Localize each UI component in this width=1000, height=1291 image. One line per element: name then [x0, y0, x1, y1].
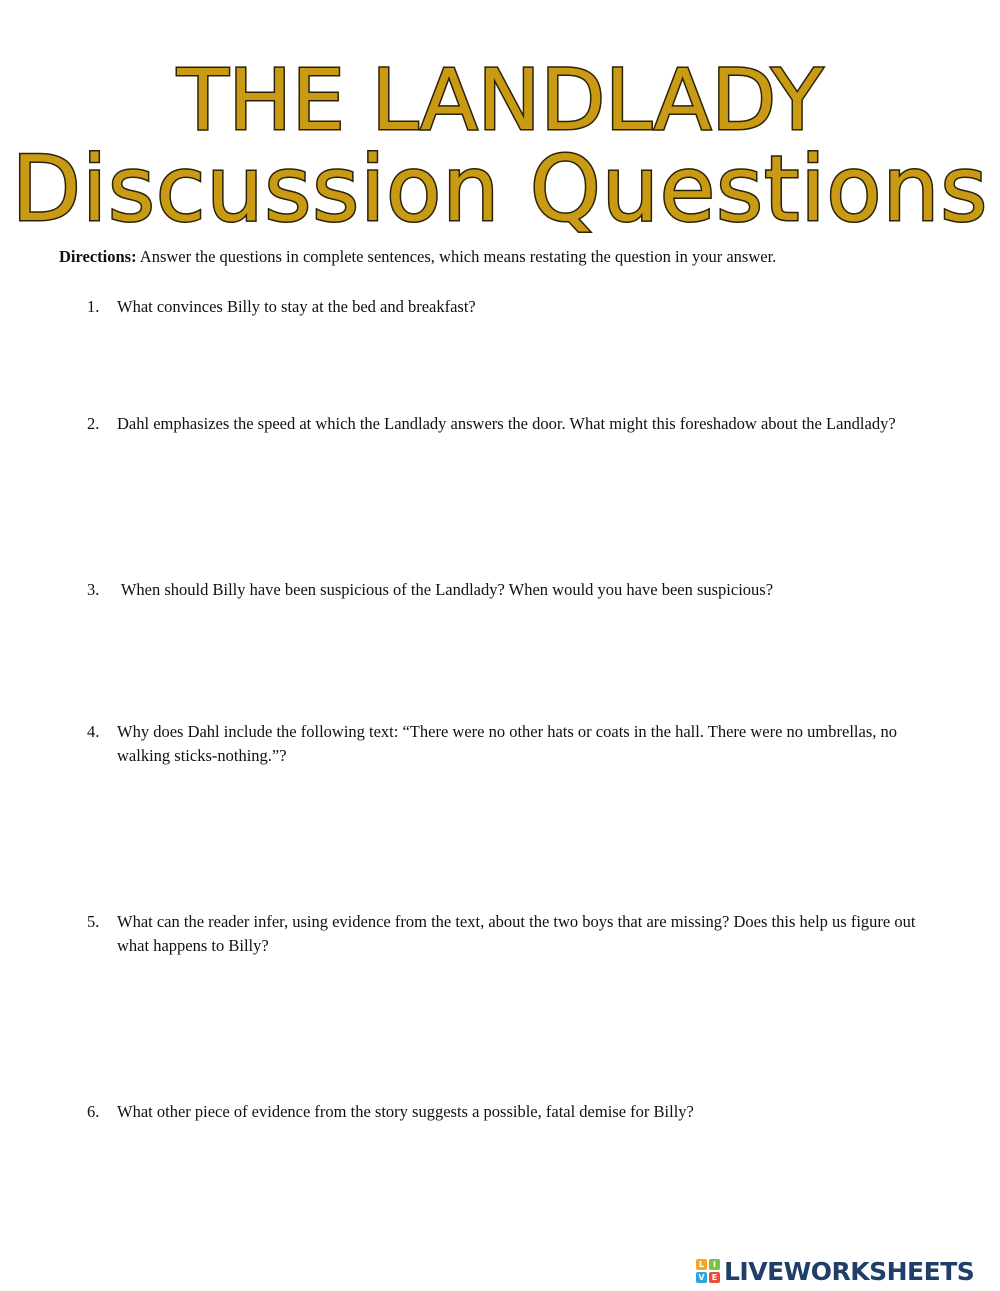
question-text: Why does Dahl include the following text: “There were no other hats or coats in the hall. There were no umbrellas, no walking sticks-nothing.”? — [117, 722, 897, 765]
question-5 — [87, 910, 917, 958]
question-text: What can the reader infer, using evidence from the text, about the two boys that are missing? Does this help us figure out what happens to Billy? — [117, 912, 916, 955]
question-number: 4. — [87, 722, 100, 741]
question-4 — [87, 720, 917, 768]
question-number: 6. — [87, 1102, 100, 1121]
directions-label: Directions: — [59, 247, 137, 266]
logo-tile-v: V — [696, 1272, 707, 1283]
question-number: 1. — [87, 297, 100, 316]
question-number: 2. — [87, 414, 100, 433]
question-number: 5. — [87, 912, 100, 931]
liveworksheets-logo[interactable] — [696, 1256, 974, 1286]
question-number: 3. — [87, 580, 100, 599]
question-1 — [87, 295, 917, 319]
question-text: Dahl emphasizes the speed at which the Landlady answers the door. What might this foreshadow about the Landlady? — [117, 414, 896, 433]
question-6 — [87, 1100, 917, 1124]
directions-text: Answer the questions in complete sentences, which means restating the question in your answer. — [136, 247, 777, 266]
question-text: What other piece of evidence from the story suggests a possible, fatal demise for Billy? — [117, 1102, 694, 1121]
liveworksheets-logo-icon — [696, 1259, 720, 1283]
question-text: What convinces Billy to stay at the bed and breakfast? — [117, 297, 476, 316]
directions — [59, 247, 776, 267]
question-text: When should Billy have been suspicious of the Landlady? When would you have been suspicious? — [117, 580, 774, 599]
logo-tile-e: E — [709, 1272, 720, 1283]
logo-tile-i: I — [709, 1259, 720, 1270]
liveworksheets-logo-text: LIVEWORKSHEETS — [724, 1256, 975, 1286]
worksheet-title: THE LANDLADY — [177, 51, 823, 149]
worksheet-subtitle: Discussion Questions — [11, 137, 989, 242]
question-2 — [87, 412, 917, 436]
logo-tile-l: L — [696, 1259, 707, 1270]
question-3 — [87, 578, 917, 602]
